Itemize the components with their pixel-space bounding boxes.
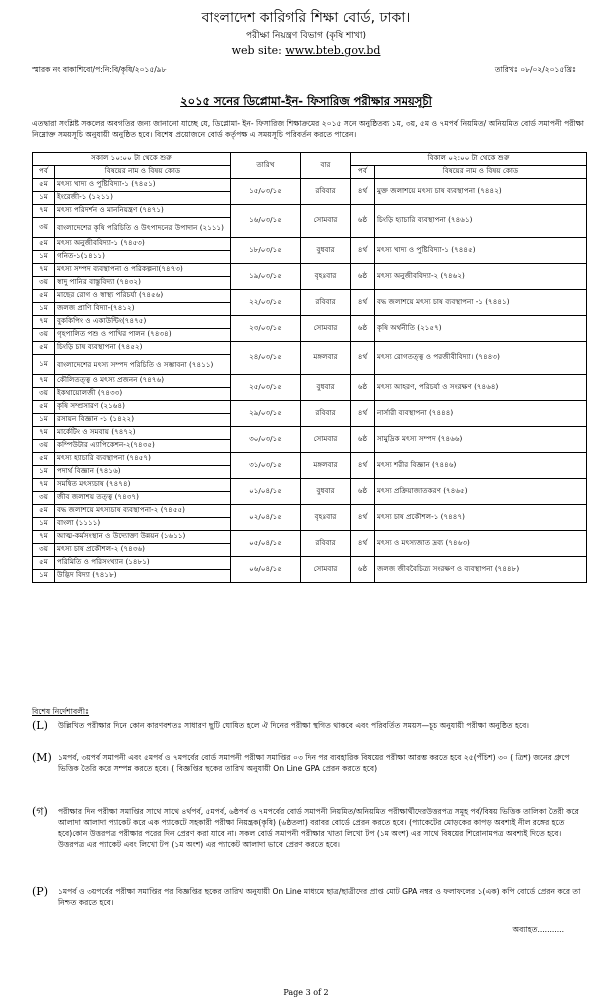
exam-date-cell: ০২/০৪/১৫ bbox=[231, 505, 301, 531]
pm-semester-cell: ৬ষ্ঠ bbox=[351, 427, 375, 453]
instruction-item bbox=[32, 752, 588, 796]
semester-cell: ৩য় bbox=[33, 492, 55, 505]
semester-column-header-pm: পর্ব bbox=[351, 166, 375, 179]
pm-semester-cell: ৪র্থ bbox=[351, 290, 375, 316]
schedule-row bbox=[33, 401, 587, 414]
schedule-row bbox=[33, 316, 587, 329]
semester-cell: ৭ম bbox=[33, 264, 55, 277]
subject-cell: বদ্ধ জলাশয়ে মৎস্যচাষ ব্যবস্থাপনা-২ (৭৪৫৫) bbox=[55, 505, 231, 518]
weekday-cell: সোমবার bbox=[301, 557, 351, 583]
issue-date: তারিখঃ ০৮/০২/২০১৫খ্রিঃ bbox=[494, 65, 576, 74]
pm-semester-cell: ৪র্থ bbox=[351, 453, 375, 479]
subject-cell: গৃহপালিত পশু ও পাখির পালন (৭৪৩৪) bbox=[55, 329, 231, 342]
subject-column-header-pm: বিষয়ের নাম ও বিষয় কোড bbox=[375, 166, 587, 179]
exam-date-cell: ১৫/০৩/১৫ bbox=[231, 179, 301, 205]
subject-cell: মৎস্য সম্পদ ব্যবস্থাপনা ও পরিকল্পনা(৭৪৭৩) bbox=[55, 264, 231, 277]
semester-cell: ১ম bbox=[33, 414, 55, 427]
semester-column-header: পর্ব bbox=[33, 166, 55, 179]
semester-cell: ৭ম bbox=[33, 531, 55, 544]
subject-cell: মৎস্য পরিদর্শন ও মাননিয়ন্ত্রণ (৭৪৭১) bbox=[55, 205, 231, 218]
exam-date-cell: ২৯/০৩/১৫ bbox=[231, 401, 301, 427]
semester-cell: ১ম bbox=[33, 466, 55, 479]
pm-subject-cell: কৃষি অর্থনীতি (২১৫৭) bbox=[375, 316, 587, 342]
pm-semester-cell: ৬ষ্ঠ bbox=[351, 264, 375, 290]
instructions-heading: বিশেষ নির্দেশাবলীঃ bbox=[32, 707, 90, 716]
pm-subject-cell: মৎস্য ও মৎস্যজাত দ্রব্য (৭৪৬৩) bbox=[375, 531, 587, 557]
subject-cell: চিংড়ি চাষ ব্যবস্থাপনা (৭৪৫২) bbox=[55, 342, 231, 355]
pm-subject-cell: মৎস্য শরীর বিজ্ঞান (৭৪৪৬) bbox=[375, 453, 587, 479]
board-name: বাংলাদেশ কারিগরি শিক্ষা বোর্ড, ঢাকা। bbox=[201, 10, 411, 26]
weekday-cell: বুধবার bbox=[301, 479, 351, 505]
schedule-row bbox=[33, 238, 587, 251]
schedule-row bbox=[33, 290, 587, 303]
pm-subject-cell: মৎস্য আহরণ, পরিচর্যা ও সংরক্ষণ (৭৪৬৪) bbox=[375, 375, 587, 401]
semester-cell: ৫ম bbox=[33, 453, 55, 466]
pm-subject-cell: নার্সারী ব্যবস্থাপনা (৭৪৪৪) bbox=[375, 401, 587, 427]
exam-date-cell: ০১/০৪/১৫ bbox=[231, 479, 301, 505]
semester-cell: ৫ম bbox=[33, 401, 55, 414]
weekday-cell: সোমবার bbox=[301, 316, 351, 342]
instruction-marker: (M) bbox=[32, 751, 52, 764]
website-line bbox=[0, 44, 612, 57]
subject-cell: বুককিপিং ও একাউন্টিং(৭৪৭৫) bbox=[55, 316, 231, 329]
intro-paragraph: এতদ্বারা সংশ্লিষ্ট সকলের অবগতির জন্য জানানো যাচ্ছে যে, ডিপ্লোমা- ইন- ফিসারিজ শিক্ষাক্রমের ২০১৫ সনে অনুষ্ঠিতব্য ১ম, ৩য়, ৫ম ও ৭মপর্ব নিয়মিত/ অনিয়মিত বোর্ড সমাপনী পরীক্ষা নিম্নোক্ত সময়সূচি অনুযায়ী অনুষ্ঠিত হবে। বিশেষ প্রয়োজনে বোর্ড কর্তৃপক্ষ এ সময়সূচি পরিবর্তন করতে পারেন। bbox=[32, 119, 584, 139]
instruction-item bbox=[32, 720, 588, 750]
semester-cell: ৭ম bbox=[33, 427, 55, 440]
schedule-row bbox=[33, 453, 587, 466]
continued-label: অব্যাহত........... bbox=[512, 925, 564, 934]
schedule-body bbox=[33, 179, 587, 583]
instruction-item bbox=[32, 886, 588, 916]
special-instructions bbox=[32, 706, 588, 907]
semester-cell: ৩য় bbox=[33, 329, 55, 342]
pm-subject-cell: জলজ জীববৈচিত্র্য সংরক্ষণ ও ব্যবস্থাপনা (৭৪৪৮) bbox=[375, 557, 587, 583]
schedule-row bbox=[33, 505, 587, 518]
subject-cell: জলজ প্রাণি বিদ্যা-(৭৪১২) bbox=[55, 303, 231, 316]
pm-semester-cell: ৪র্থ bbox=[351, 342, 375, 375]
semester-cell: ১ম bbox=[33, 192, 55, 205]
department-name: পরীক্ষা নিয়ন্ত্রণ বিভাগ (কৃষি শাখা) bbox=[245, 31, 367, 41]
schedule-row bbox=[33, 179, 587, 192]
pm-semester-cell: ৪র্থ bbox=[351, 179, 375, 205]
schedule-row bbox=[33, 557, 587, 570]
subject-cell: স্বাদু পানির বাস্তুবিদ্যা (৭৪৩২) bbox=[55, 277, 231, 290]
morning-session-header: সকাল ১০:০০ টা থেকে শুরু bbox=[33, 153, 231, 166]
pm-subject-cell: চিংড়ি হ্যাচারি ব্যবস্থাপনা (৭৪৬১) bbox=[375, 205, 587, 238]
instruction-item bbox=[32, 806, 588, 884]
pm-semester-cell: ৪র্থ bbox=[351, 238, 375, 264]
instruction-text: ১মপর্ব, ৩য়পর্ব সমাপনী এবং ৫মপর্ব ও ৭মপর্বের বোর্ড সমাপনী পরীক্ষা সমাপ্তির ০৩ দিন পর ব্যবহারিক বিষয়ের পরীক্ষা আরম্ভ করতে হবে ২৫(পঁচিশ) ৩০ ( ত্রিশ) জনের গ্রুপে ভিত্তিক তৈরি করে সম্পন্ন করতে হবে। ( বিজ্ঞপ্তির ছকের তারিখ অনুযায়ী On Line GPA প্রেরন করতে হবে) bbox=[58, 753, 570, 773]
exam-date-cell: ১৮/০৩/১৫ bbox=[231, 238, 301, 264]
semester-cell: ৭ম bbox=[33, 479, 55, 492]
semester-cell: ৫ম bbox=[33, 505, 55, 518]
subject-cell: ইকথায়োলজী (৭৪৩৩) bbox=[55, 388, 231, 401]
schedule-row bbox=[33, 375, 587, 388]
subject-cell: উদ্ভিদ বিদ্যা (৭৪১৮) bbox=[55, 570, 231, 583]
pm-semester-cell: ৬ষ্ঠ bbox=[351, 375, 375, 401]
subject-cell: মৎস্য খাদ্য ও পুষ্টিবিদ্যা-১ (৭৪৫১) bbox=[55, 179, 231, 192]
exam-date-cell: ৩১/০৩/১৫ bbox=[231, 453, 301, 479]
pm-semester-cell: ৪র্থ bbox=[351, 531, 375, 557]
weekday-cell: বুধবার bbox=[301, 375, 351, 401]
memo-number: স্মারক নং বাকাশিবো/প:নি:বি/কৃষি/২০১৫/৯৮ bbox=[32, 65, 167, 74]
exam-schedule-table bbox=[32, 152, 587, 583]
pm-subject-cell: মৎস্য অনুজীববিদ্যা-২ (৭৪৬২) bbox=[375, 264, 587, 290]
pm-semester-cell: ৬ষ্ঠ bbox=[351, 316, 375, 342]
semester-cell: ৫ম bbox=[33, 290, 55, 303]
instruction-text: ১মপর্ব ও ৩য়পর্বের পরীক্ষা সমাপ্তির পর বিজ্ঞপ্তির ছকের তারিখ অনুযায়ী On Line মাধ্যমে ছাত্র/ছাত্রীদের প্রাপ্ত মোট GPA নম্বর ও ফলাফলের ১(এক) কপি বোর্ডে প্রেরন করে তা নিশ্চত করতে হবে। bbox=[58, 887, 581, 907]
subject-cell: কৌলিতত্ত্ব ও মৎস্য প্রজনন (৭৪৭৬) bbox=[55, 375, 231, 388]
weekday-cell: বৃহঃবার bbox=[301, 505, 351, 531]
weekday-cell: রবিবার bbox=[301, 179, 351, 205]
exam-date-cell: ২৩/০৩/১৫ bbox=[231, 316, 301, 342]
semester-cell: ৭ম bbox=[33, 316, 55, 329]
exam-date-cell: ০৬/০৪/১৫ bbox=[231, 557, 301, 583]
schedule-row bbox=[33, 531, 587, 544]
schedule-row bbox=[33, 427, 587, 440]
subject-cell: গনিত-১(১৪১১) bbox=[55, 251, 231, 264]
instruction-marker: (L) bbox=[32, 719, 48, 732]
schedule-row bbox=[33, 205, 587, 218]
semester-cell: ৩য় bbox=[33, 388, 55, 401]
pm-subject-cell: মৎস্য রোগতত্ত্ব ও পরজীবীবিদ্যা। (৭৪৪৩) bbox=[375, 342, 587, 375]
weekday-cell: মঙ্গলবার bbox=[301, 453, 351, 479]
date-column-header: তারিখ bbox=[231, 153, 301, 179]
subject-cell: মাছের রোগ ও স্বাস্থ্য পরিচর্যা (৭৪৫৬) bbox=[55, 290, 231, 303]
exam-date-cell: ২৪/০৩/১৫ bbox=[231, 342, 301, 375]
exam-date-cell: ৩০/০৩/১৫ bbox=[231, 427, 301, 453]
exam-date-cell: ২৫/০৩/১৫ bbox=[231, 375, 301, 401]
pm-subject-cell: মুক্ত জলাশয়ে মৎস্য চাষ ব্যবস্থাপনা (৭৪৪২) bbox=[375, 179, 587, 205]
subject-cell: রসায়ন বিজ্ঞান -১ (১৪২২) bbox=[55, 414, 231, 427]
weekday-cell: বৃহঃবার bbox=[301, 264, 351, 290]
weekday-cell: রবিবার bbox=[301, 531, 351, 557]
weekday-cell: সোমবার bbox=[301, 427, 351, 453]
subject-cell: মার্কেটিং ও সমবায় (৭৪৭২) bbox=[55, 427, 231, 440]
subject-cell: মৎস্য চাষ প্রকৌশল-২ (৭৪৩৬) bbox=[55, 544, 231, 557]
semester-cell: ৩য় bbox=[33, 440, 55, 453]
semester-cell: ৩য় bbox=[33, 544, 55, 557]
instruction-marker: (P) bbox=[32, 885, 48, 898]
subject-cell: পদার্থ বিজ্ঞান (৭৪১৬) bbox=[55, 466, 231, 479]
pm-subject-cell: মৎস্য প্রক্রিয়াজাতকরণ (৭৪৬৫) bbox=[375, 479, 587, 505]
weekday-cell: রবিবার bbox=[301, 401, 351, 427]
subject-cell: আত্ম-কর্মসংস্থান ও উদ্যোক্তা উন্নয়ন (১৬১১) bbox=[55, 531, 231, 544]
page-number: Page 3 of 2 bbox=[283, 988, 329, 997]
pm-semester-cell: ৬ষ্ঠ bbox=[351, 479, 375, 505]
semester-cell: ৩য় bbox=[33, 218, 55, 238]
schedule-row bbox=[33, 479, 587, 492]
semester-cell: ৫ম bbox=[33, 342, 55, 355]
subject-cell: কৃষি সম্প্রসারণ (২১৬৪) bbox=[55, 401, 231, 414]
subject-cell: বাংলাদেশের কৃষি পরিচিতি ও উৎপাদনের উপাদান (২১১১) bbox=[55, 218, 231, 238]
pm-subject-cell: মৎস্য খাদ্য ও পুষ্টিবিদ্যা-১ (৭৪৪৫) bbox=[375, 238, 587, 264]
exam-date-cell: ২২/০৩/১৫ bbox=[231, 290, 301, 316]
pm-subject-cell: মৎস্য চাষ প্রকৌশল-১ (৭৪৪৭) bbox=[375, 505, 587, 531]
weekday-cell: রবিবার bbox=[301, 290, 351, 316]
semester-cell: ১ম bbox=[33, 570, 55, 583]
website-label: web site: bbox=[231, 44, 282, 57]
pm-semester-cell: ৬ষ্ঠ bbox=[351, 557, 375, 583]
subject-column-header: বিষয়ের নাম ও বিষয় কোড bbox=[55, 166, 231, 179]
subject-cell: কম্পিউটার এ্যাপিকেশন-২(৭৪৩৫) bbox=[55, 440, 231, 453]
pm-semester-cell: ৪র্থ bbox=[351, 505, 375, 531]
afternoon-session-header: বিকাল ০২:০০ টা থেকে শুরু bbox=[351, 153, 587, 166]
semester-cell: ১ম bbox=[33, 518, 55, 531]
exam-date-cell: ১৯/০৩/১৫ bbox=[231, 264, 301, 290]
semester-cell: ৩য় bbox=[33, 277, 55, 290]
pm-subject-cell: বদ্ধ জলাশয়ে মৎস্য চাষ ব্যবস্থাপনা -১ (৭৪৪১) bbox=[375, 290, 587, 316]
subject-cell: মৎস্য হ্যাচারি ব্যবস্থাপনা (৭৪৫৭) bbox=[55, 453, 231, 466]
pm-semester-cell: ৬ষ্ঠ bbox=[351, 205, 375, 238]
website-link[interactable]: www.bteb.gov.bd bbox=[285, 44, 381, 57]
instruction-text: পরীক্ষার দিন পরীক্ষা সমাপ্তির সাথে সাথে ৪র্থপর্ব, ৫মপর্ব, ৬ষ্ঠপর্ব ও ৭মপর্বের বোর্ড সমাপনী নিয়মিত/অনিয়মিত পরীক্ষার্থীদেরউত্তরপত্র সমূহ পর্ব/বিষয় ভিত্তিক তালিকা তৈরী করে আলাদা আলাদা প্যাকেট করে এক প্যাকেটে সহকারী পরীক্ষা নিয়ন্ত্রক(কৃষি) (৬ষ্ঠতলা) বরাবর বোর্ডে প্রেরন করতে হবে। (প্যাকেটের মোড়কের কাপড় অবশ্যই নীল রঙ্গের হতে হবে)কোন উত্তরপত্র পরীক্ষার পরের দিন প্রেরণ করা যাবে না। সকল বোর্ড সমাপনী পরীক্ষার খাতা লিখো টপ (১ম অংশ) এর সাথে বিষয়ের শিরোনামপত্র অবশ্যই দিতে হবে। উত্তরপত্র এর প্যাকেট এবং লিখো টপ (১ম অংশ) এর প্যাকেট আলাদা ভাবে প্রেরণ করতে হবে। bbox=[58, 807, 579, 849]
exam-date-cell: ০৫/০৪/১৫ bbox=[231, 531, 301, 557]
subject-cell: ইংরেজী-১ (১২১১) bbox=[55, 192, 231, 205]
exam-date-cell: ১৬/০৩/১৫ bbox=[231, 205, 301, 238]
semester-cell: ৫ম bbox=[33, 179, 55, 192]
page-title: ২০১৫ সনের ডিপ্লোমা-ইন- ফিসারিজ পরীক্ষার সময়সূচী bbox=[180, 94, 432, 108]
schedule-row bbox=[33, 264, 587, 277]
weekday-cell: বুধবার bbox=[301, 238, 351, 264]
subject-cell: সমন্বিত মৎস্যচাষ (৭৪৭৪) bbox=[55, 479, 231, 492]
subject-cell: মৎস্য অনুজীববিদ্যা-১ (৭৪৫৩) bbox=[55, 238, 231, 251]
instruction-text: উল্লিখিত পরীক্ষার দিনে কোন কারণবশতঃ সাধারণ ছুটি ঘোষিত হলে ঐ দিনের পরীক্ষা স্থগিত থাকবে এবং পরিবর্তিত সময়স—চূচ অনুযায়ী পরীক্ষা অনুষ্ঠিত হবে। bbox=[58, 721, 530, 730]
semester-cell: ৫ম bbox=[33, 238, 55, 251]
semester-cell: ৭ম bbox=[33, 205, 55, 218]
semester-cell: ১ম bbox=[33, 355, 55, 375]
weekday-cell: মঙ্গলবার bbox=[301, 342, 351, 375]
weekday-cell: সোমবার bbox=[301, 205, 351, 238]
subject-cell: জীব জলাশয় তত্ত্ব (৭৪৩৭) bbox=[55, 492, 231, 505]
instruction-marker: (গ) bbox=[32, 805, 48, 818]
pm-subject-cell: সামুদ্রিক মৎস্য সম্পদ (৭৪৬৬) bbox=[375, 427, 587, 453]
semester-cell: ১ম bbox=[33, 303, 55, 316]
semester-cell: ৫ম bbox=[33, 557, 55, 570]
subject-cell: বাংলাদেশের মৎস্য সম্পদ পরিচিতি ও সম্ভাবনা (৭৪১১) bbox=[55, 355, 231, 375]
subject-cell: বাংলা (১১১১) bbox=[55, 518, 231, 531]
subject-cell: পরিমিতি ও পরিসংখ্যান (১৪৮১) bbox=[55, 557, 231, 570]
semester-cell: ৭ম bbox=[33, 375, 55, 388]
pm-semester-cell: ৪র্থ bbox=[351, 401, 375, 427]
schedule-row bbox=[33, 342, 587, 355]
day-column-header: বার bbox=[301, 153, 351, 179]
semester-cell: ১ম bbox=[33, 251, 55, 264]
